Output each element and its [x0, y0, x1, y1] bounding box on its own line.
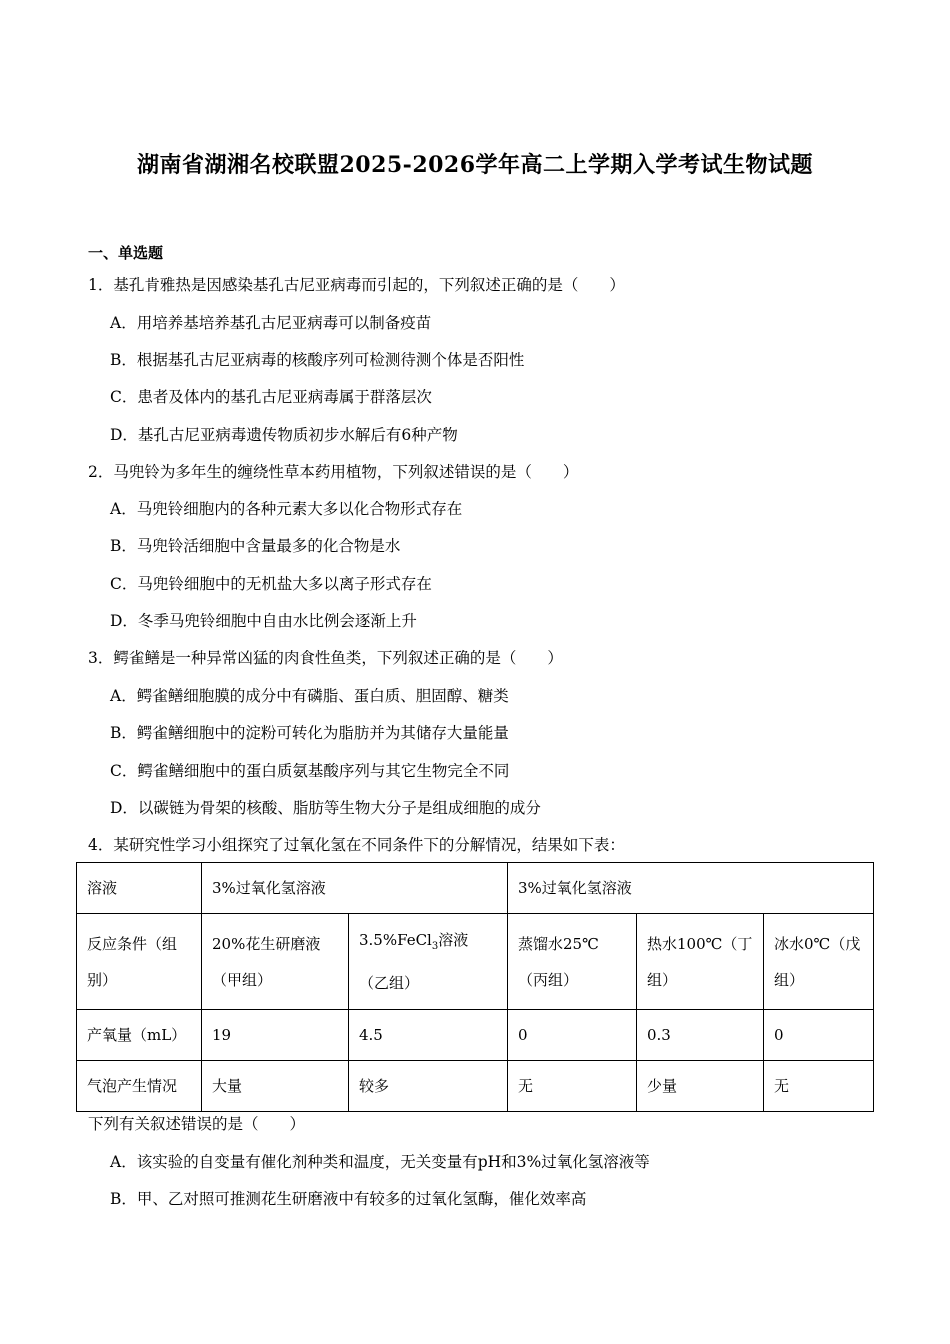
table-cell: 较多 — [349, 1061, 508, 1112]
table-cell: 0 — [508, 1010, 637, 1061]
question-3-option-a: A．鳄雀鳝细胞膜的成分中有磷脂、蛋白质、胆固醇、糖类 — [110, 687, 509, 705]
question-3-option-d: D．以碳链为骨架的核酸、脂肪等生物大分子是组成细胞的成分 — [110, 799, 541, 817]
table-cell: 少量 — [637, 1061, 764, 1112]
table-cell: 反应条件（组别） — [77, 914, 202, 1010]
table-cell: 0.3 — [637, 1010, 764, 1061]
table-cell: 产氧量（mL） — [77, 1010, 202, 1061]
table-cell: 无 — [764, 1061, 874, 1112]
table-cell: 0 — [764, 1010, 874, 1061]
table-cell: 20%花生研磨液（甲组） — [202, 914, 349, 1010]
table-cell: 3%过氧化氢溶液 — [508, 863, 874, 914]
results-table — [76, 862, 874, 1112]
table-cell: 大量 — [202, 1061, 349, 1112]
question-3-stem: 3．鳄雀鳝是一种异常凶猛的肉食性鱼类，下列叙述正确的是（ ） — [88, 649, 563, 667]
table-cell: 热水100℃（丁组） — [637, 914, 764, 1010]
table-row — [77, 863, 874, 914]
table-cell: 3.5%FeCl$_3$溶液（乙组） — [349, 914, 508, 1010]
question-1-option-c: C．患者及体内的基孔古尼亚病毒属于群落层次 — [110, 388, 432, 406]
question-2-stem: 2．马兜铃为多年生的缠绕性草本药用植物，下列叙述错误的是（ ） — [88, 463, 579, 481]
table-cell: 无 — [508, 1061, 637, 1112]
table-row — [77, 1010, 874, 1061]
table-cell: 4.5 — [349, 1010, 508, 1061]
table-row — [77, 1061, 874, 1112]
question-4-option-b: B．甲、乙对照可推测花生研磨液中有较多的过氧化氢酶，催化效率高 — [110, 1190, 587, 1208]
section-heading: 一、单选题 — [88, 244, 164, 262]
question-1-option-a: A．用培养基培养基孔古尼亚病毒可以制备疫苗 — [110, 314, 432, 332]
question-1-option-b: B．根据基孔古尼亚病毒的核酸序列可检测待测个体是否阳性 — [110, 351, 525, 369]
table-cell: 蒸馏水25℃（丙组） — [508, 914, 637, 1010]
table-cell: 冰水0℃（戊组） — [764, 914, 874, 1010]
question-2-option-b: B．马兜铃活细胞中含量最多的化合物是水 — [110, 537, 401, 555]
question-3-option-c: C．鳄雀鳝细胞中的蛋白质氨基酸序列与其它生物完全不同 — [110, 762, 510, 780]
question-2-option-a: A．马兜铃细胞内的各种元素大多以化合物形式存在 — [110, 500, 463, 518]
question-2-option-c: C．马兜铃细胞中的无机盐大多以离子形式存在 — [110, 575, 432, 593]
question-3-option-b: B．鳄雀鳝细胞中的淀粉可转化为脂肪并为其储存大量能量 — [110, 724, 509, 742]
table-cell: 19 — [202, 1010, 349, 1061]
question-4-option-a: A．该实验的自变量有催化剂种类和温度，无关变量有pH和3%过氧化氢溶液等 — [110, 1153, 650, 1171]
question-1-option-d: D．基孔古尼亚病毒遗传物质初步水解后有6种产物 — [110, 426, 458, 444]
table-cell: 3%过氧化氢溶液 — [202, 863, 508, 914]
document-title: 湖南省湖湘名校联盟2025-2026学年高二上学期入学考试生物试题 — [136, 152, 814, 178]
question-4-after-table: 下列有关叙述错误的是（ ） — [88, 1115, 306, 1133]
question-1-stem: 1．基孔肯雅热是因感染基孔古尼亚病毒而引起的，下列叙述正确的是（ ） — [88, 276, 625, 294]
table-cell: 溶液 — [77, 863, 202, 914]
question-4-stem: 4．某研究性学习小组探究了过氧化氢在不同条件下的分解情况，结果如下表： — [88, 836, 625, 854]
table-cell: 气泡产生情况 — [77, 1061, 202, 1112]
table-row — [77, 914, 874, 1010]
question-2-option-d: D．冬季马兜铃细胞中自由水比例会逐渐上升 — [110, 612, 417, 630]
